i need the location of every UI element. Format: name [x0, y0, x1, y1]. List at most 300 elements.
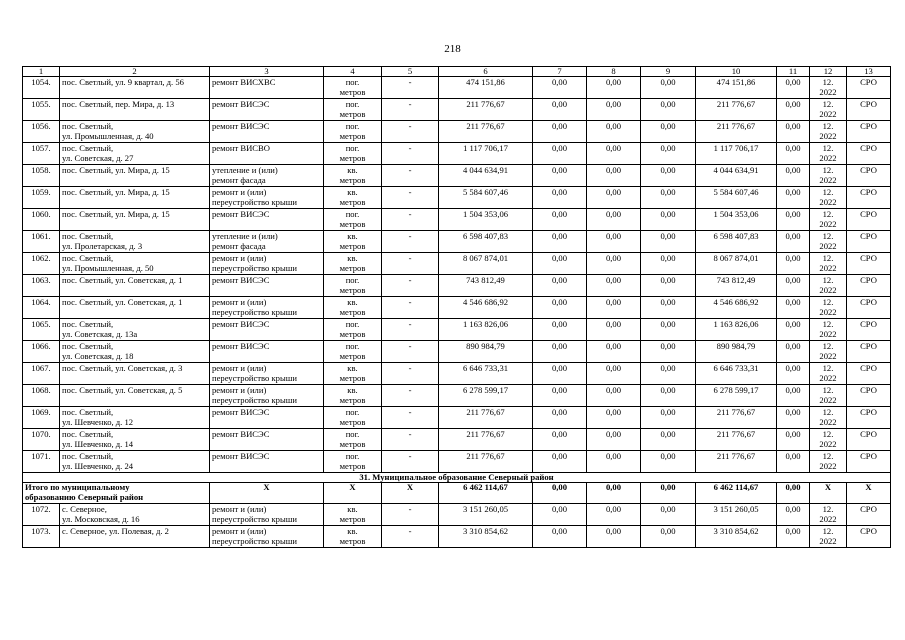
cell-line: метров: [339, 460, 366, 471]
total-cost-cell: 1 163 826,06: [439, 319, 533, 341]
cell-line: пос. Светлый, ул. Мира, д. 15: [62, 209, 170, 219]
cell-line: ремонт ВИСХВС: [212, 77, 276, 87]
cell-line: 2022: [819, 394, 837, 405]
volume-cell: -: [382, 385, 439, 407]
cell-line: 2022: [819, 262, 837, 273]
work-type-cell: [210, 121, 324, 143]
cell-line: 2022: [819, 438, 837, 449]
work-type-cell: [210, 99, 324, 121]
federal-funds-cell: 0,00: [533, 231, 587, 253]
cell-line: 12.: [822, 407, 834, 417]
deadline-cell: [810, 77, 847, 99]
cell-line: переустройство крыши: [212, 262, 297, 273]
regional-funds-cell: 0,00: [587, 77, 641, 99]
other-funds-cell: 0,00: [777, 385, 810, 407]
work-type-cell: [210, 77, 324, 99]
federal-funds-cell: 0,00: [533, 429, 587, 451]
cell-line: пог.: [345, 319, 360, 329]
column-number-4: 4: [324, 67, 382, 77]
cell-line: метров: [339, 174, 366, 185]
cell-line: ремонт и (или): [212, 297, 267, 307]
cell-line: ремонт ВИСЭС: [212, 429, 270, 439]
column-number-11: 11: [777, 67, 810, 77]
cell-line: пог.: [345, 275, 360, 285]
total-cost-cell: 211 776,67: [439, 429, 533, 451]
regional-funds-cell: 0,00: [587, 363, 641, 385]
address-cell: [60, 504, 210, 526]
owner-funds-cell: 211 776,67: [696, 407, 777, 429]
row-number: 1065.: [23, 319, 60, 341]
total-col-7: 0,00: [533, 483, 587, 504]
federal-funds-cell: 0,00: [533, 451, 587, 473]
deadline-cell: [810, 231, 847, 253]
table-row: [23, 77, 891, 99]
cell-line: кв.: [347, 385, 358, 395]
local-funds-cell: 0,00: [641, 407, 696, 429]
cell-line: 12.: [822, 429, 834, 439]
row-number: 1054.: [23, 77, 60, 99]
total-cost-cell: 474 151,86: [439, 77, 533, 99]
federal-funds-cell: 0,00: [533, 385, 587, 407]
local-funds-cell: 0,00: [641, 231, 696, 253]
cell-line: кв.: [347, 187, 358, 197]
address-cell: [60, 231, 210, 253]
unit-cell: [324, 526, 382, 548]
work-type-cell: [210, 231, 324, 253]
cell-line: ремонт и (или): [212, 385, 267, 395]
cell-line: переустройство крыши: [212, 394, 297, 405]
cell-line: ул. Советская, д. 27: [62, 152, 134, 163]
unit-cell: [324, 143, 382, 165]
fund-method-cell: СРО: [847, 385, 891, 407]
cell-line: 2022: [819, 108, 837, 119]
cell-line: пос. Светлый,: [62, 341, 114, 351]
regional-funds-cell: 0,00: [587, 275, 641, 297]
owner-funds-cell: 3 310 854,62: [696, 526, 777, 548]
cell-line: 2022: [819, 460, 837, 471]
cell-line: ремонт ВИСВО: [212, 143, 270, 153]
regional-funds-cell: 0,00: [587, 297, 641, 319]
cell-line: 2022: [819, 284, 837, 295]
local-funds-cell: 0,00: [641, 319, 696, 341]
unit-cell: [324, 385, 382, 407]
cell-line: ул. Московская, д. 16: [62, 513, 140, 524]
volume-cell: -: [382, 429, 439, 451]
unit-cell: [324, 451, 382, 473]
owner-funds-cell: 211 776,67: [696, 99, 777, 121]
row-number: 1068.: [23, 385, 60, 407]
cell-line: метров: [339, 152, 366, 163]
cell-line: 2022: [819, 372, 837, 383]
volume-cell: -: [382, 275, 439, 297]
cell-line: пос. Светлый,: [62, 429, 114, 439]
row-number: 1071.: [23, 451, 60, 473]
cell-line: метров: [339, 350, 366, 361]
cell-line: метров: [339, 372, 366, 383]
federal-funds-cell: 0,00: [533, 165, 587, 187]
owner-funds-cell: 4 546 686,92: [696, 297, 777, 319]
owner-funds-cell: 6 646 733,31: [696, 363, 777, 385]
cell-line: ремонт фасада: [212, 240, 266, 251]
local-funds-cell: 0,00: [641, 504, 696, 526]
fund-method-cell: СРО: [847, 451, 891, 473]
unit-cell: [324, 231, 382, 253]
federal-funds-cell: 0,00: [533, 341, 587, 363]
cell-line: ремонт ВИСЭС: [212, 275, 270, 285]
cell-line: пос. Светлый, ул. 9 квартал, д. 56: [62, 77, 184, 87]
cell-line: кв.: [347, 504, 358, 514]
cell-line: пог.: [345, 77, 360, 87]
cell-line: пос. Светлый, ул. Советская, д. 1: [62, 297, 183, 307]
cell-line: переустройство крыши: [212, 513, 297, 524]
fund-method-cell: СРО: [847, 429, 891, 451]
cell-line: 2022: [819, 350, 837, 361]
cell-line: ул. Шевченко, д. 24: [62, 460, 134, 471]
cell-line: 2022: [819, 218, 837, 229]
work-type-cell: [210, 187, 324, 209]
regional-funds-cell: 0,00: [587, 187, 641, 209]
work-type-cell: [210, 143, 324, 165]
work-type-cell: [210, 341, 324, 363]
other-funds-cell: 0,00: [777, 77, 810, 99]
cell-line: пос. Светлый,: [62, 253, 114, 263]
volume-cell: -: [382, 209, 439, 231]
work-type-cell: [210, 385, 324, 407]
cell-line: метров: [339, 284, 366, 295]
cell-line: 2022: [819, 130, 837, 141]
volume-cell: -: [382, 504, 439, 526]
total-col-10: 6 462 114,67: [696, 483, 777, 504]
column-number-12: 12: [810, 67, 847, 77]
cell-line: переустройство крыши: [212, 306, 297, 317]
cell-line: 12.: [822, 341, 834, 351]
owner-funds-cell: 1 163 826,06: [696, 319, 777, 341]
table-row: [23, 504, 891, 526]
total-col-5: X: [382, 483, 439, 504]
cell-line: 12.: [822, 231, 834, 241]
fund-method-cell: СРО: [847, 407, 891, 429]
fund-method-cell: СРО: [847, 187, 891, 209]
cell-line: ремонт и (или): [212, 187, 267, 197]
row-number: 1061.: [23, 231, 60, 253]
fund-method-cell: СРО: [847, 504, 891, 526]
volume-cell: -: [382, 143, 439, 165]
total-col-6: 6 462 114,67: [439, 483, 533, 504]
cell-line: метров: [339, 438, 366, 449]
total-cost-cell: 743 812,49: [439, 275, 533, 297]
cell-line: пог.: [345, 407, 360, 417]
cell-line: с. Северное,: [62, 504, 107, 514]
fund-method-cell: СРО: [847, 363, 891, 385]
total-cost-cell: 211 776,67: [439, 99, 533, 121]
cell-line: пос. Светлый,: [62, 319, 114, 329]
local-funds-cell: 0,00: [641, 363, 696, 385]
cell-line: кв.: [347, 363, 358, 373]
unit-cell: [324, 209, 382, 231]
cell-line: 12.: [822, 297, 834, 307]
fund-method-cell: СРО: [847, 143, 891, 165]
cell-line: метров: [339, 196, 366, 207]
owner-funds-cell: 1 117 706,17: [696, 143, 777, 165]
federal-funds-cell: 0,00: [533, 319, 587, 341]
cell-line: с. Северное, ул. Полевая, д. 2: [62, 526, 169, 536]
work-type-cell: [210, 253, 324, 275]
total-cost-cell: 5 584 607,46: [439, 187, 533, 209]
column-number-2: 2: [60, 67, 210, 77]
other-funds-cell: 0,00: [777, 429, 810, 451]
federal-funds-cell: 0,00: [533, 121, 587, 143]
address-cell: [60, 526, 210, 548]
table-row: [23, 253, 891, 275]
deadline-cell: [810, 187, 847, 209]
total-label: Итого по муниципальному образованию Северный район: [23, 483, 210, 504]
work-type-cell: [210, 451, 324, 473]
fund-method-cell: СРО: [847, 231, 891, 253]
column-number-3: 3: [210, 67, 324, 77]
cell-line: метров: [339, 240, 366, 251]
cell-line: ул. Шевченко, д. 14: [62, 438, 134, 449]
table-row: [23, 231, 891, 253]
column-number-8: 8: [587, 67, 641, 77]
cell-line: пог.: [345, 451, 360, 461]
work-type-cell: [210, 363, 324, 385]
cell-line: ремонт фасада: [212, 174, 266, 185]
row-number: 1069.: [23, 407, 60, 429]
row-number: 1059.: [23, 187, 60, 209]
cell-line: пос. Светлый,: [62, 143, 114, 153]
other-funds-cell: 0,00: [777, 253, 810, 275]
other-funds-cell: 0,00: [777, 526, 810, 548]
other-funds-cell: 0,00: [777, 275, 810, 297]
unit-cell: [324, 407, 382, 429]
cell-line: 12.: [822, 385, 834, 395]
owner-funds-cell: 4 044 634,91: [696, 165, 777, 187]
cell-line: пос. Светлый,: [62, 451, 114, 461]
table-row: [23, 297, 891, 319]
deadline-cell: [810, 319, 847, 341]
cell-line: пог.: [345, 143, 360, 153]
volume-cell: -: [382, 99, 439, 121]
table-row: [23, 341, 891, 363]
volume-cell: -: [382, 363, 439, 385]
federal-funds-cell: 0,00: [533, 526, 587, 548]
volume-cell: -: [382, 319, 439, 341]
row-number: 1066.: [23, 341, 60, 363]
cell-line: 2022: [819, 328, 837, 339]
work-type-cell: [210, 407, 324, 429]
total-cost-cell: 3 310 854,62: [439, 526, 533, 548]
local-funds-cell: 0,00: [641, 526, 696, 548]
table-row: [23, 407, 891, 429]
deadline-cell: [810, 407, 847, 429]
row-number: 1062.: [23, 253, 60, 275]
local-funds-cell: 0,00: [641, 275, 696, 297]
cell-line: ремонт и (или): [212, 363, 267, 373]
local-funds-cell: 0,00: [641, 187, 696, 209]
volume-cell: -: [382, 297, 439, 319]
cell-line: метров: [339, 416, 366, 427]
other-funds-cell: 0,00: [777, 143, 810, 165]
deadline-cell: [810, 99, 847, 121]
cell-line: 12.: [822, 275, 834, 285]
cell-line: пос. Светлый,: [62, 231, 114, 241]
page-number: 218: [444, 43, 461, 55]
volume-cell: -: [382, 253, 439, 275]
table-row: [23, 385, 891, 407]
cell-line: 2022: [819, 513, 837, 524]
total-cost-cell: 6 598 407,83: [439, 231, 533, 253]
cell-line: пос. Светлый, ул. Советская, д. 3: [62, 363, 183, 373]
other-funds-cell: 0,00: [777, 319, 810, 341]
cell-line: метров: [339, 306, 366, 317]
row-number: 1058.: [23, 165, 60, 187]
cell-line: ремонт ВИСЭС: [212, 99, 270, 109]
row-number: 1073.: [23, 526, 60, 548]
total-col-3: X: [210, 483, 324, 504]
total-col-8: 0,00: [587, 483, 641, 504]
address-cell: [60, 165, 210, 187]
row-number: 1064.: [23, 297, 60, 319]
deadline-cell: [810, 504, 847, 526]
column-number-1: 1: [23, 67, 60, 77]
regional-funds-cell: 0,00: [587, 143, 641, 165]
work-type-cell: [210, 504, 324, 526]
fund-method-cell: СРО: [847, 77, 891, 99]
unit-cell: [324, 187, 382, 209]
unit-cell: [324, 341, 382, 363]
unit-cell: [324, 504, 382, 526]
cell-line: 12.: [822, 143, 834, 153]
owner-funds-cell: 6 278 599,17: [696, 385, 777, 407]
cell-line: метров: [339, 513, 366, 524]
federal-funds-cell: 0,00: [533, 407, 587, 429]
regional-funds-cell: 0,00: [587, 341, 641, 363]
cell-line: ул. Советская, д. 13а: [62, 328, 138, 339]
row-number: 1072.: [23, 504, 60, 526]
cell-line: 2022: [819, 174, 837, 185]
cell-line: метров: [339, 262, 366, 273]
cell-line: 12.: [822, 121, 834, 131]
work-type-cell: [210, 319, 324, 341]
deadline-cell: [810, 209, 847, 231]
address-cell: [60, 187, 210, 209]
regional-funds-cell: 0,00: [587, 407, 641, 429]
row-number: 1063.: [23, 275, 60, 297]
cell-line: метров: [339, 130, 366, 141]
table-row: [23, 363, 891, 385]
federal-funds-cell: 0,00: [533, 99, 587, 121]
row-number: 1055.: [23, 99, 60, 121]
row-number: 1067.: [23, 363, 60, 385]
cell-line: ремонт и (или): [212, 253, 267, 263]
fund-method-cell: СРО: [847, 275, 891, 297]
address-cell: [60, 363, 210, 385]
cell-line: утепление и (или): [212, 165, 278, 175]
total-col-11: 0,00: [777, 483, 810, 504]
federal-funds-cell: 0,00: [533, 275, 587, 297]
deadline-cell: [810, 121, 847, 143]
cell-line: 2022: [819, 196, 837, 207]
federal-funds-cell: 0,00: [533, 209, 587, 231]
row-number: 1057.: [23, 143, 60, 165]
deadline-cell: [810, 451, 847, 473]
federal-funds-cell: 0,00: [533, 297, 587, 319]
cell-line: пог.: [345, 341, 360, 351]
cell-line: ремонт ВИСЭС: [212, 319, 270, 329]
owner-funds-cell: 890 984,79: [696, 341, 777, 363]
cell-line: 2022: [819, 152, 837, 163]
fund-method-cell: СРО: [847, 165, 891, 187]
cell-line: метров: [339, 535, 366, 546]
table-row: [23, 319, 891, 341]
cell-line: ул. Промышленная, д. 40: [62, 130, 154, 141]
cell-line: 12.: [822, 253, 834, 263]
cell-line: ремонт ВИСЭС: [212, 209, 270, 219]
cell-line: ремонт ВИСЭС: [212, 341, 270, 351]
cell-line: пос. Светлый, пер. Мира, д. 13: [62, 99, 175, 109]
column-number-6: 6: [439, 67, 533, 77]
deadline-cell: [810, 165, 847, 187]
owner-funds-cell: 3 151 260,05: [696, 504, 777, 526]
cell-line: пос. Светлый, ул. Мира, д. 15: [62, 165, 170, 175]
volume-cell: -: [382, 341, 439, 363]
cell-line: 12.: [822, 77, 834, 87]
total-cost-cell: 890 984,79: [439, 341, 533, 363]
cell-line: пос. Светлый,: [62, 121, 114, 131]
owner-funds-cell: 211 776,67: [696, 429, 777, 451]
total-cost-cell: 211 776,67: [439, 121, 533, 143]
cell-line: ремонт и (или): [212, 526, 267, 536]
work-type-cell: [210, 209, 324, 231]
unit-cell: [324, 77, 382, 99]
cell-line: 12.: [822, 319, 834, 329]
local-funds-cell: 0,00: [641, 165, 696, 187]
fund-method-cell: СРО: [847, 526, 891, 548]
other-funds-cell: 0,00: [777, 407, 810, 429]
table-row: [23, 429, 891, 451]
total-cost-cell: 211 776,67: [439, 407, 533, 429]
table-body-severny: [23, 504, 891, 548]
regional-funds-cell: 0,00: [587, 209, 641, 231]
cell-line: пог.: [345, 209, 360, 219]
owner-funds-cell: 211 776,67: [696, 451, 777, 473]
regional-funds-cell: 0,00: [587, 99, 641, 121]
table-row: [23, 451, 891, 473]
table-row: [23, 275, 891, 297]
deadline-cell: [810, 143, 847, 165]
volume-cell: -: [382, 121, 439, 143]
cell-line: ул. Пролетарская, д. 3: [62, 240, 143, 251]
local-funds-cell: 0,00: [641, 99, 696, 121]
total-cost-cell: 211 776,67: [439, 451, 533, 473]
cell-line: пос. Светлый, ул. Мира, д. 15: [62, 187, 170, 197]
section-block: [23, 473, 891, 504]
total-cost-cell: 3 151 260,05: [439, 504, 533, 526]
deadline-cell: [810, 297, 847, 319]
unit-cell: [324, 253, 382, 275]
work-type-cell: [210, 275, 324, 297]
cell-line: пог.: [345, 121, 360, 131]
cell-line: ремонт ВИСЭС: [212, 407, 270, 417]
local-funds-cell: 0,00: [641, 297, 696, 319]
address-cell: [60, 121, 210, 143]
cell-line: ремонт ВИСЭС: [212, 451, 270, 461]
column-number-7: 7: [533, 67, 587, 77]
regional-funds-cell: 0,00: [587, 319, 641, 341]
fund-method-cell: СРО: [847, 253, 891, 275]
cell-line: переустройство крыши: [212, 372, 297, 383]
work-type-cell: [210, 429, 324, 451]
